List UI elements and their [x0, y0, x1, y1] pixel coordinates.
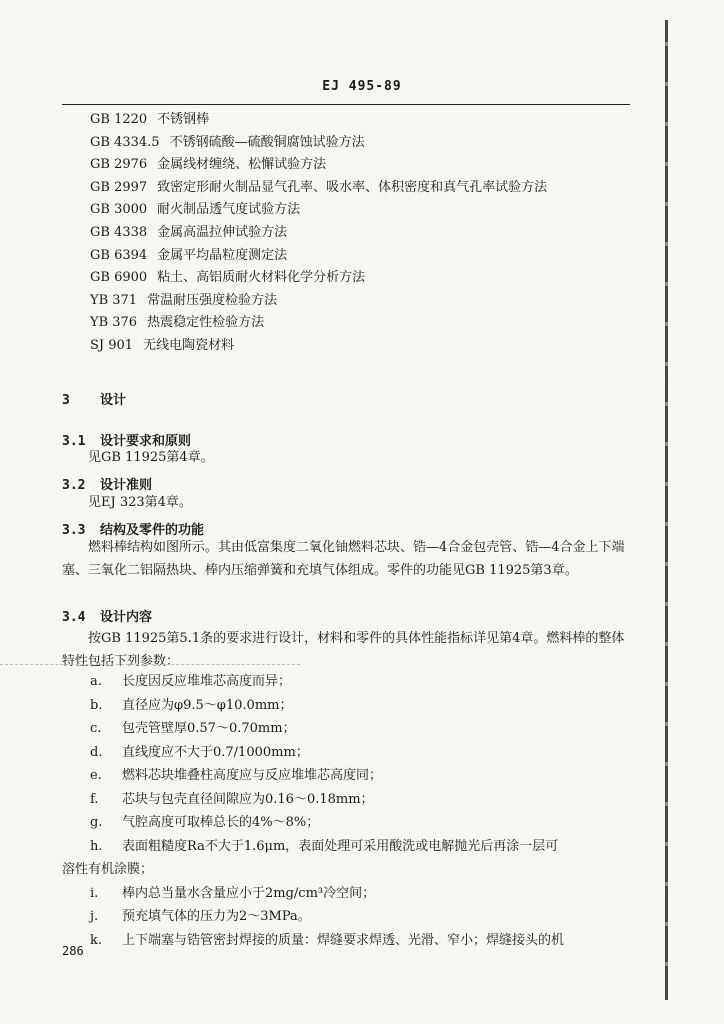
section-3-3-body: 燃料棒结构如图所示。其由低富集度二氧化铀燃料芯块、锆—4合金包壳管、锆—4合金上下端塞、三氧化二铝隔热块、棒内压缩弹簧和充填气体组成。零件的功能见GB 11925第3章。	[62, 540, 625, 578]
parameter-item	[90, 670, 291, 693]
reference-item	[90, 223, 287, 243]
item-label: d.	[90, 744, 103, 760]
parameter-item	[90, 717, 296, 740]
item-text: 气腔高度可取棒总长的4%～8%；	[122, 815, 320, 830]
reference-item	[90, 110, 209, 130]
scan-edge	[665, 20, 668, 1000]
item-text: 长度因反应堆堆芯高度而异；	[122, 674, 292, 689]
parameter-item	[90, 694, 292, 717]
item-text: 燃料芯块堆叠柱高度应与反应堆堆芯高度同；	[122, 768, 383, 783]
reference-title: 不锈钢硫酸—硫酸铜腐蚀试验方法	[169, 134, 365, 150]
item-text: 直线度应不大于0.7/1000mm；	[122, 744, 309, 760]
scan-artifact-line	[0, 664, 300, 665]
reference-item	[90, 133, 365, 153]
reference-title: 金属平均晶粒度测定法	[157, 247, 288, 263]
reference-item	[90, 291, 277, 311]
reference-item	[90, 200, 300, 220]
item-text: 预充填气体的压力为2～3MPa。	[122, 909, 311, 924]
section-3-4-heading	[62, 606, 152, 625]
parameter-item	[90, 905, 311, 928]
item-continuation: 溶性有机涂膜；	[62, 862, 154, 877]
item-text: 包壳管壁厚0.57～0.70mm；	[122, 721, 296, 736]
parameter-item	[90, 811, 319, 834]
reference-code: GB 2976	[90, 157, 148, 173]
reference-code: GB 3000	[90, 202, 148, 218]
parameter-item	[90, 788, 374, 811]
section-title: 设计要求和原则	[100, 434, 192, 449]
item-label: k.	[90, 932, 103, 948]
reference-item	[90, 268, 365, 288]
section-title: 结构及零件的功能	[100, 523, 205, 538]
item-label: e.	[90, 768, 102, 783]
reference-item	[90, 155, 326, 175]
item-text: 表面粗糙度Ra不大于1.6μm，表面处理可采用酸洗或电解抛光后再涂一层可	[122, 838, 559, 854]
parameter-item	[90, 764, 382, 787]
item-text: 棒内总当量水含量应小于2mg/cm³冷空间；	[122, 885, 376, 901]
section-3-heading	[62, 389, 126, 408]
reference-code: GB 6900	[90, 270, 148, 286]
item-label: b.	[90, 697, 103, 713]
section-number: 3.1	[62, 434, 86, 449]
item-label: i.	[90, 885, 99, 901]
section-3-2-body: 见EJ 323第4章。	[88, 495, 192, 510]
section-number: 3	[62, 393, 70, 408]
header-rule	[62, 104, 630, 105]
section-title: 设计准则	[100, 478, 153, 493]
page-header: EJ 495-89	[322, 79, 402, 94]
section-3-1-body: 见GB 11925第4章。	[88, 450, 214, 465]
reference-title: 粘土、高铝质耐火材料化学分析方法	[157, 270, 366, 286]
item-text: 上下端塞与锆管密封焊接的质量：焊缝要求焊透、光滑、窄小；焊缝接头的机	[122, 932, 565, 948]
item-label: h.	[90, 838, 103, 854]
item-label: a.	[90, 674, 102, 689]
reference-code: SJ 901	[90, 338, 134, 353]
reference-title: 耐火制品透气度试验方法	[157, 202, 301, 218]
reference-title: 金属线材缠绕、松懈试验方法	[157, 157, 327, 173]
reference-item	[90, 178, 547, 198]
parameter-item	[90, 929, 564, 952]
parameter-item	[90, 882, 375, 905]
reference-title: 不锈钢棒	[157, 112, 210, 127]
reference-code: YB 376	[90, 315, 138, 331]
reference-title: 致密定形耐火制品显气孔率、吸水率、体积密度和真气孔率试验方法	[157, 179, 548, 195]
section-title: 设计内容	[100, 610, 153, 625]
reference-code: GB 4338	[90, 225, 148, 240]
reference-code: GB 1220	[90, 112, 148, 127]
section-title: 设计	[100, 393, 127, 408]
item-text: 芯块与包壳直径间隙应为0.16～0.18mm；	[122, 791, 374, 807]
reference-code: GB 4334.5	[90, 134, 160, 150]
reference-title: 热震稳定性检验方法	[147, 315, 265, 331]
reference-code: YB 371	[90, 292, 138, 308]
reference-title: 常温耐压强度检验方法	[147, 292, 278, 308]
parameter-item	[90, 835, 558, 858]
item-label: c.	[90, 721, 102, 736]
item-label: j.	[90, 909, 99, 924]
section-number: 3.2	[62, 478, 86, 493]
reference-item	[90, 246, 287, 266]
reference-item	[90, 313, 264, 333]
reference-code: GB 6394	[90, 247, 148, 263]
item-label: g.	[90, 815, 103, 830]
reference-title: 无线电陶瓷材料	[143, 338, 235, 353]
reference-title: 金属高温拉伸试验方法	[157, 225, 288, 240]
item-text: 直径应为φ9.5～φ10.0mm；	[122, 697, 293, 713]
reference-item	[90, 336, 234, 356]
section-3-4-body: 按GB 11925第5.1条的要求进行设计，材料和零件的具体性能指标详见第4章。燃料棒的整体特性包括下列参数：	[62, 631, 625, 669]
parameter-item	[90, 741, 309, 764]
item-label: f.	[90, 791, 99, 807]
section-number: 3.3	[62, 523, 86, 538]
reference-code: GB 2997	[90, 179, 148, 195]
section-number: 3.4	[62, 610, 86, 625]
page-number: 286	[62, 944, 84, 958]
